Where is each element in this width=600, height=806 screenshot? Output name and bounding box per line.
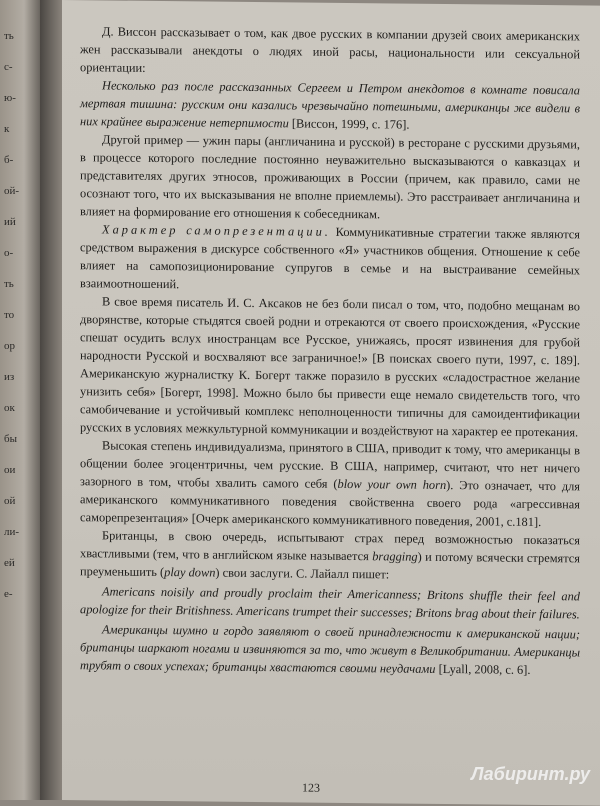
text-run: Высокая степень индивидуализма, принятого в США, приводит к тому, что американцы в общении более эгоцентричны, чем русские. В США, например, считают, что нет ничего зазорного в том, чтобы хвалить самого себя ( <box>80 438 580 491</box>
watermark-logo: Лабиринт.ру <box>471 764 590 784</box>
text-run: Британцы, в свою очередь, испытывают страх перед возможностью показаться хвастливыми (тем, что в английском языке называется <box>80 528 580 564</box>
italic-text: blow your own horn <box>337 476 447 493</box>
left-page-fragment: из <box>4 371 15 383</box>
left-page-fragment: о- <box>4 247 14 259</box>
left-page-fragment: ли- <box>4 526 20 538</box>
text-run: ). Это означает, что для американского коммуникативного поведения свойственна своего рода «агрессивная саморепрезентация» [Очерк американского коммуникативного поведения, 2001, с.181]. <box>80 478 581 530</box>
left-page-fragment: б- <box>4 154 14 166</box>
left-page-fragment: ю- <box>4 92 16 104</box>
left-page-fragment: ор <box>4 340 15 352</box>
section-heading: Характер самопрезентации. <box>102 222 331 239</box>
text-run: ) и потому всячески стремятся преуменьшить ( <box>80 549 580 580</box>
page-number: 123 <box>302 780 320 795</box>
book-gutter <box>40 0 62 800</box>
left-page-fragment: ть <box>4 30 14 42</box>
left-page-fragment: ой <box>4 495 16 507</box>
left-page-fragment: ой- <box>4 185 20 197</box>
left-page-fragment: ть <box>4 278 14 290</box>
italic-text: play down <box>164 565 216 580</box>
text-paragraph <box>80 76 580 135</box>
text-paragraph <box>80 582 580 623</box>
text-run: [Lyall, 2008, с. 6]. <box>435 661 531 677</box>
text-paragraph <box>80 436 580 531</box>
left-page-fragment: ок <box>4 402 15 414</box>
left-page-fragment: то <box>4 309 15 321</box>
text-paragraph <box>80 22 580 81</box>
text-run: В свое время писатель И. С. Аксаков не без боли писал о том, что, подобно мещанам во дворянстве, которые стыдятся своей родни и отрекаются от своего происхождения, «Русские спешат осудить вслух иностранцам все Русское, унижаясь, просят извинения для грубой народности Русской и восхваляют все заграничное!» [В поисках своего пути, 1997, с. 189]. Американскую журналистку К. Богерт также поразило в русских «сладострастное желание унизить себя» [Богерт, 1998]. Можно было бы привести еще немало свидетельств того, что самобичевание и устойчивый комплекс неполноценности типичны для самоидентификации русских в условиях межкультурной коммуникации и воздействуют на характер ее протекания. <box>80 294 580 440</box>
text-paragraph <box>80 620 580 679</box>
left-page-fragment: е- <box>4 588 13 600</box>
text-paragraph <box>80 292 580 441</box>
italic-text: Американцы шумно и гордо заявляют о своей принадлежности к американской нации; британцы шаркают ногами и извиняются за то, что живут в Великобритании. Американцы трубят о своих успехах; британцы хвастаются своими неудачами <box>80 622 580 676</box>
left-page-fragment: ои <box>4 464 16 476</box>
text-run: Д. Виссон рассказывает о том, как двое русских в компании друзей своих американских жен рассказывали анекдоты о людях иной расы, национальности или сексуальной ориентации: <box>80 24 580 75</box>
text-run: [Виссон, 1999, с. 176]. <box>288 116 410 132</box>
left-page-edge <box>0 0 40 800</box>
left-page-fragment: к <box>4 123 10 135</box>
italic-text: Несколько раз после рассказанных Сергеем и Петром анекдотов в комнате повисала мертвая тишина: русским они казались чрезвычайно потешными, американцы же видели в них крайнее выражение нетерпимости <box>80 78 580 131</box>
left-page-fragment: ий <box>4 216 16 228</box>
left-page-fragment: с- <box>4 61 13 73</box>
italic-text: Americans noisily and proudly proclaim their Americanness; Britons shuffle their feel and apologize for their Britishness. Americans trumpet their successes; Britons brag about their failures. <box>80 584 580 622</box>
text-paragraph <box>80 220 580 297</box>
book-page <box>62 0 600 806</box>
text-run: ) свои заслуги. С. Лайалл пишет: <box>215 565 390 582</box>
left-page-fragment: ей <box>4 557 15 569</box>
text-paragraph <box>80 526 580 585</box>
text-run: Другой пример — ужин пары (англичанина и русской) в ресторане с русскими друзьями, в процессе которого последние постоянно неуважительно высказываются о кавказцах и представителях других этносов, проживающих в России (причем, как правило, сами не осознают того, что их высказывания не вполне приемлемы). Это расстраивает англичанина и влияет на формирование его отношения к собеседникам. <box>80 132 580 222</box>
page-text <box>80 22 580 679</box>
left-page-fragment: бы <box>4 433 17 445</box>
text-run: Коммуникативные стратегии также являются средством выражения в дискурсе собственного «Я» участников общения. Отношение к себе влияет на самопозиционирование супругов в семье и на выстраивание семейных взаимоотношений. <box>80 224 580 292</box>
text-paragraph <box>80 130 580 225</box>
italic-text: bragging <box>372 549 418 564</box>
